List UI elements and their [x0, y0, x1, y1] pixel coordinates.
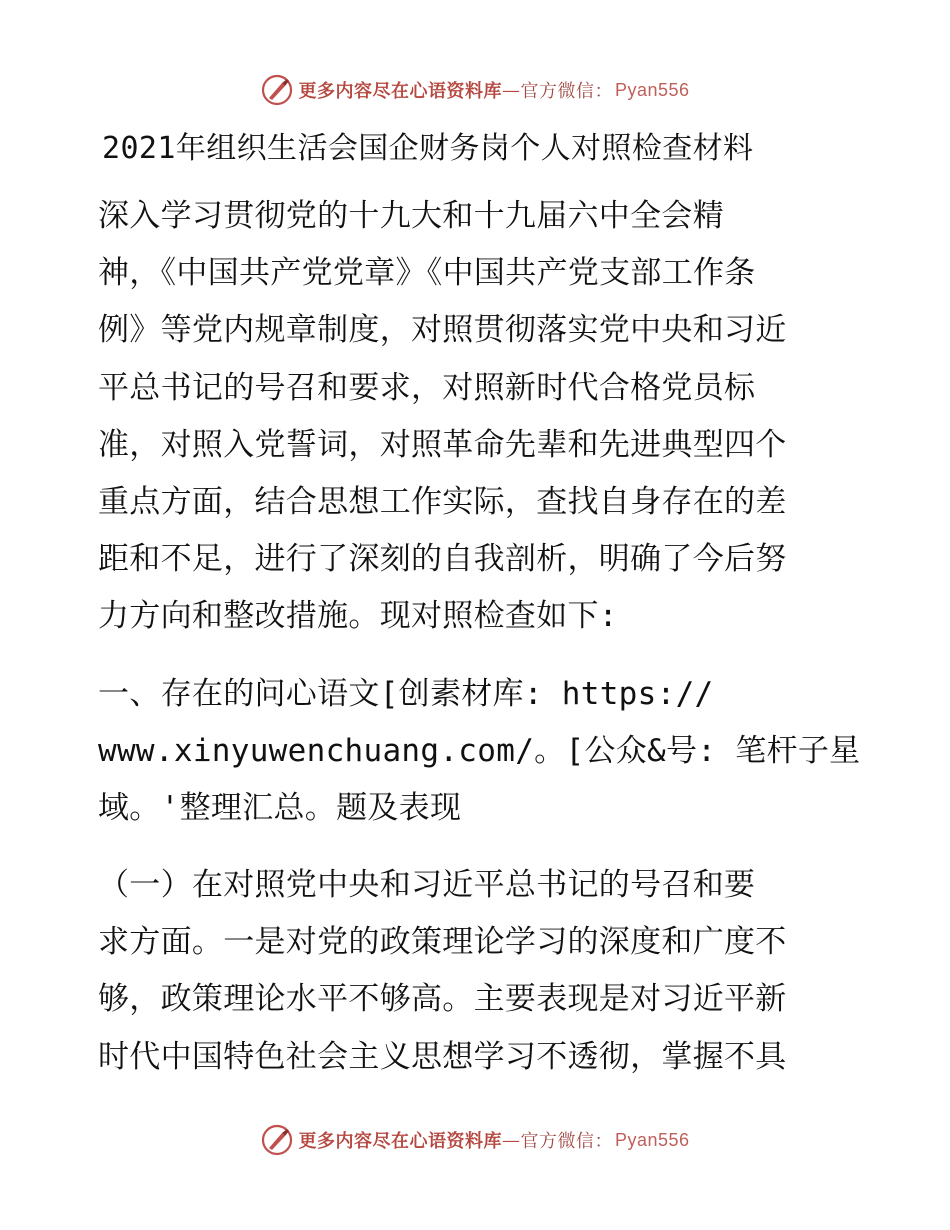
pen-logo-icon — [260, 1123, 294, 1157]
section-heading-line: 一、存在的问心语文[创素材库: https:// — [98, 675, 714, 712]
subsection-line: 够，政策理论水平不够高。主要表现是对习近平新 — [98, 981, 787, 1018]
pen-logo-icon — [260, 73, 294, 107]
watermark-wechat-label: 官方微信： — [520, 1131, 613, 1152]
watermark-separator: — — [501, 1129, 521, 1151]
watermark-brand: 更多内容尽在心语资料库 — [298, 81, 502, 102]
subsection-line: 时代中国特色社会主义思想学习不透彻，掌握不具 — [98, 1038, 787, 1075]
document-body — [98, 188, 861, 1086]
watermark-wechat-id: Pyan556 — [614, 1129, 690, 1150]
section-heading-line: 域。'整理汇总。题及表现 — [98, 789, 462, 826]
intro-line: 力方向和整改措施。现对照检查如下: — [98, 598, 618, 635]
watermark-brand: 更多内容尽在心语资料库 — [298, 1131, 502, 1152]
document-title: 2021年组织生活会国企财务岗个人对照检查材料 — [102, 131, 754, 166]
paragraph-gap — [98, 837, 858, 857]
paragraph-gap — [98, 646, 858, 666]
subsection-line: （一）在对照党中央和习近平总书记的号召和要 — [98, 867, 756, 904]
watermark-separator: — — [501, 79, 521, 101]
intro-line: 例》等党内规章制度，对照贯彻落实党中央和习近 — [98, 312, 787, 349]
intro-line: 平总书记的号召和要求，对照新时代合格党员标 — [98, 369, 756, 406]
section-heading-line: www.xinyuwenchuang.com/。[公众&号: 笔杆子星 — [98, 732, 861, 769]
intro-line: 神，《中国共产党党章》《中国共产党支部工作条 — [98, 255, 756, 292]
header-watermark — [0, 70, 950, 110]
intro-line: 深入学习贯彻党的十九大和十九届六中全会精 — [98, 198, 724, 234]
watermark-wechat-label: 官方微信： — [520, 81, 613, 102]
intro-line: 距和不足，进行了深刻的自我剖析，明确了今后努 — [98, 541, 787, 578]
watermark-wechat-id: Pyan556 — [614, 79, 690, 100]
intro-line: 准，对照入党誓词，对照革命先辈和先进典型四个 — [98, 426, 787, 463]
footer-watermark — [0, 1120, 950, 1160]
intro-line: 重点方面，结合思想工作实际，查找自身存在的差 — [98, 483, 787, 520]
subsection-line: 求方面。一是对党的政策理论学习的深度和广度不 — [98, 924, 787, 961]
